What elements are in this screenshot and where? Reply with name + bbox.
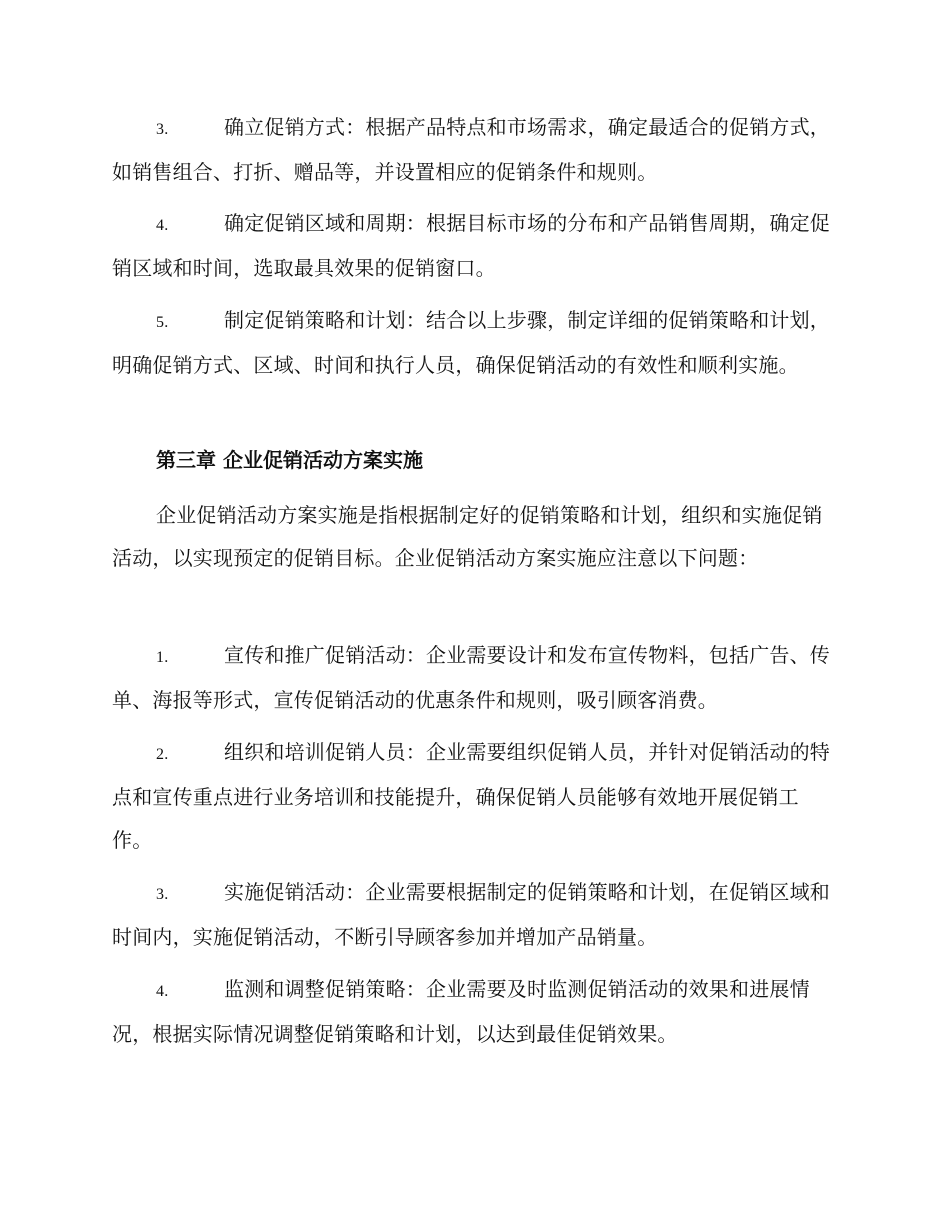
- list-text: 制定促销策略和计划：结合以上步骤，制定详细的促销策略和计划，明确促销方式、区域、时间和执行人员，确保促销活动的有效性和顺利实施。: [112, 308, 830, 377]
- list-number: 3.: [156, 121, 169, 138]
- list-item: [112, 968, 836, 1056]
- list-item: [112, 202, 836, 290]
- list-number: 3.: [156, 886, 169, 903]
- intro-text: 企业促销活动方案实施是指根据制定好的促销策略和计划，组织和实施促销活动，以实现预定的促销目标。企业促销活动方案实施应注意以下问题：: [112, 503, 823, 570]
- chapter-heading: 第三章 企业促销活动方案实施: [156, 448, 423, 472]
- list-item: [112, 634, 836, 722]
- list-item: [112, 106, 836, 194]
- list-item: [112, 299, 836, 387]
- list-number: 5.: [156, 314, 169, 331]
- list-number: 4.: [156, 217, 169, 234]
- list-number: 4.: [156, 983, 169, 1000]
- list-text: 确立促销方式：根据产品特点和市场需求，确定最适合的促销方式，如销售组合、打折、赠品等，并设置相应的促销条件和规则。: [112, 115, 830, 184]
- list-number: 1.: [156, 649, 169, 666]
- list-item: [112, 871, 836, 959]
- list-text: 实施促销活动：企业需要根据制定的促销策略和计划，在促销区域和时间内，实施促销活动，不断引导顾客参加并增加产品销量。: [112, 880, 830, 949]
- intro-paragraph: [112, 494, 836, 580]
- list-text: 确定促销区域和周期：根据目标市场的分布和产品销售周期，确定促销区域和时间，选取最具效果的促销窗口。: [112, 211, 830, 280]
- list-text: 组织和培训促销人员：企业需要组织促销人员，并针对促销活动的特点和宣传重点进行业务培训和技能提升，确保促销人员能够有效地开展促销工作。: [112, 740, 830, 852]
- list-text: 监测和调整促销策略：企业需要及时监测促销活动的效果和进展情况，根据实际情况调整促销策略和计划，以达到最佳促销效果。: [112, 977, 810, 1046]
- list-item: [112, 731, 836, 862]
- list-text: 宣传和推广促销活动：企业需要设计和发布宣传物料，包括广告、传单、海报等形式，宣传促销活动的优惠条件和规则，吸引顾客消费。: [112, 643, 830, 712]
- list-number: 2.: [156, 746, 169, 763]
